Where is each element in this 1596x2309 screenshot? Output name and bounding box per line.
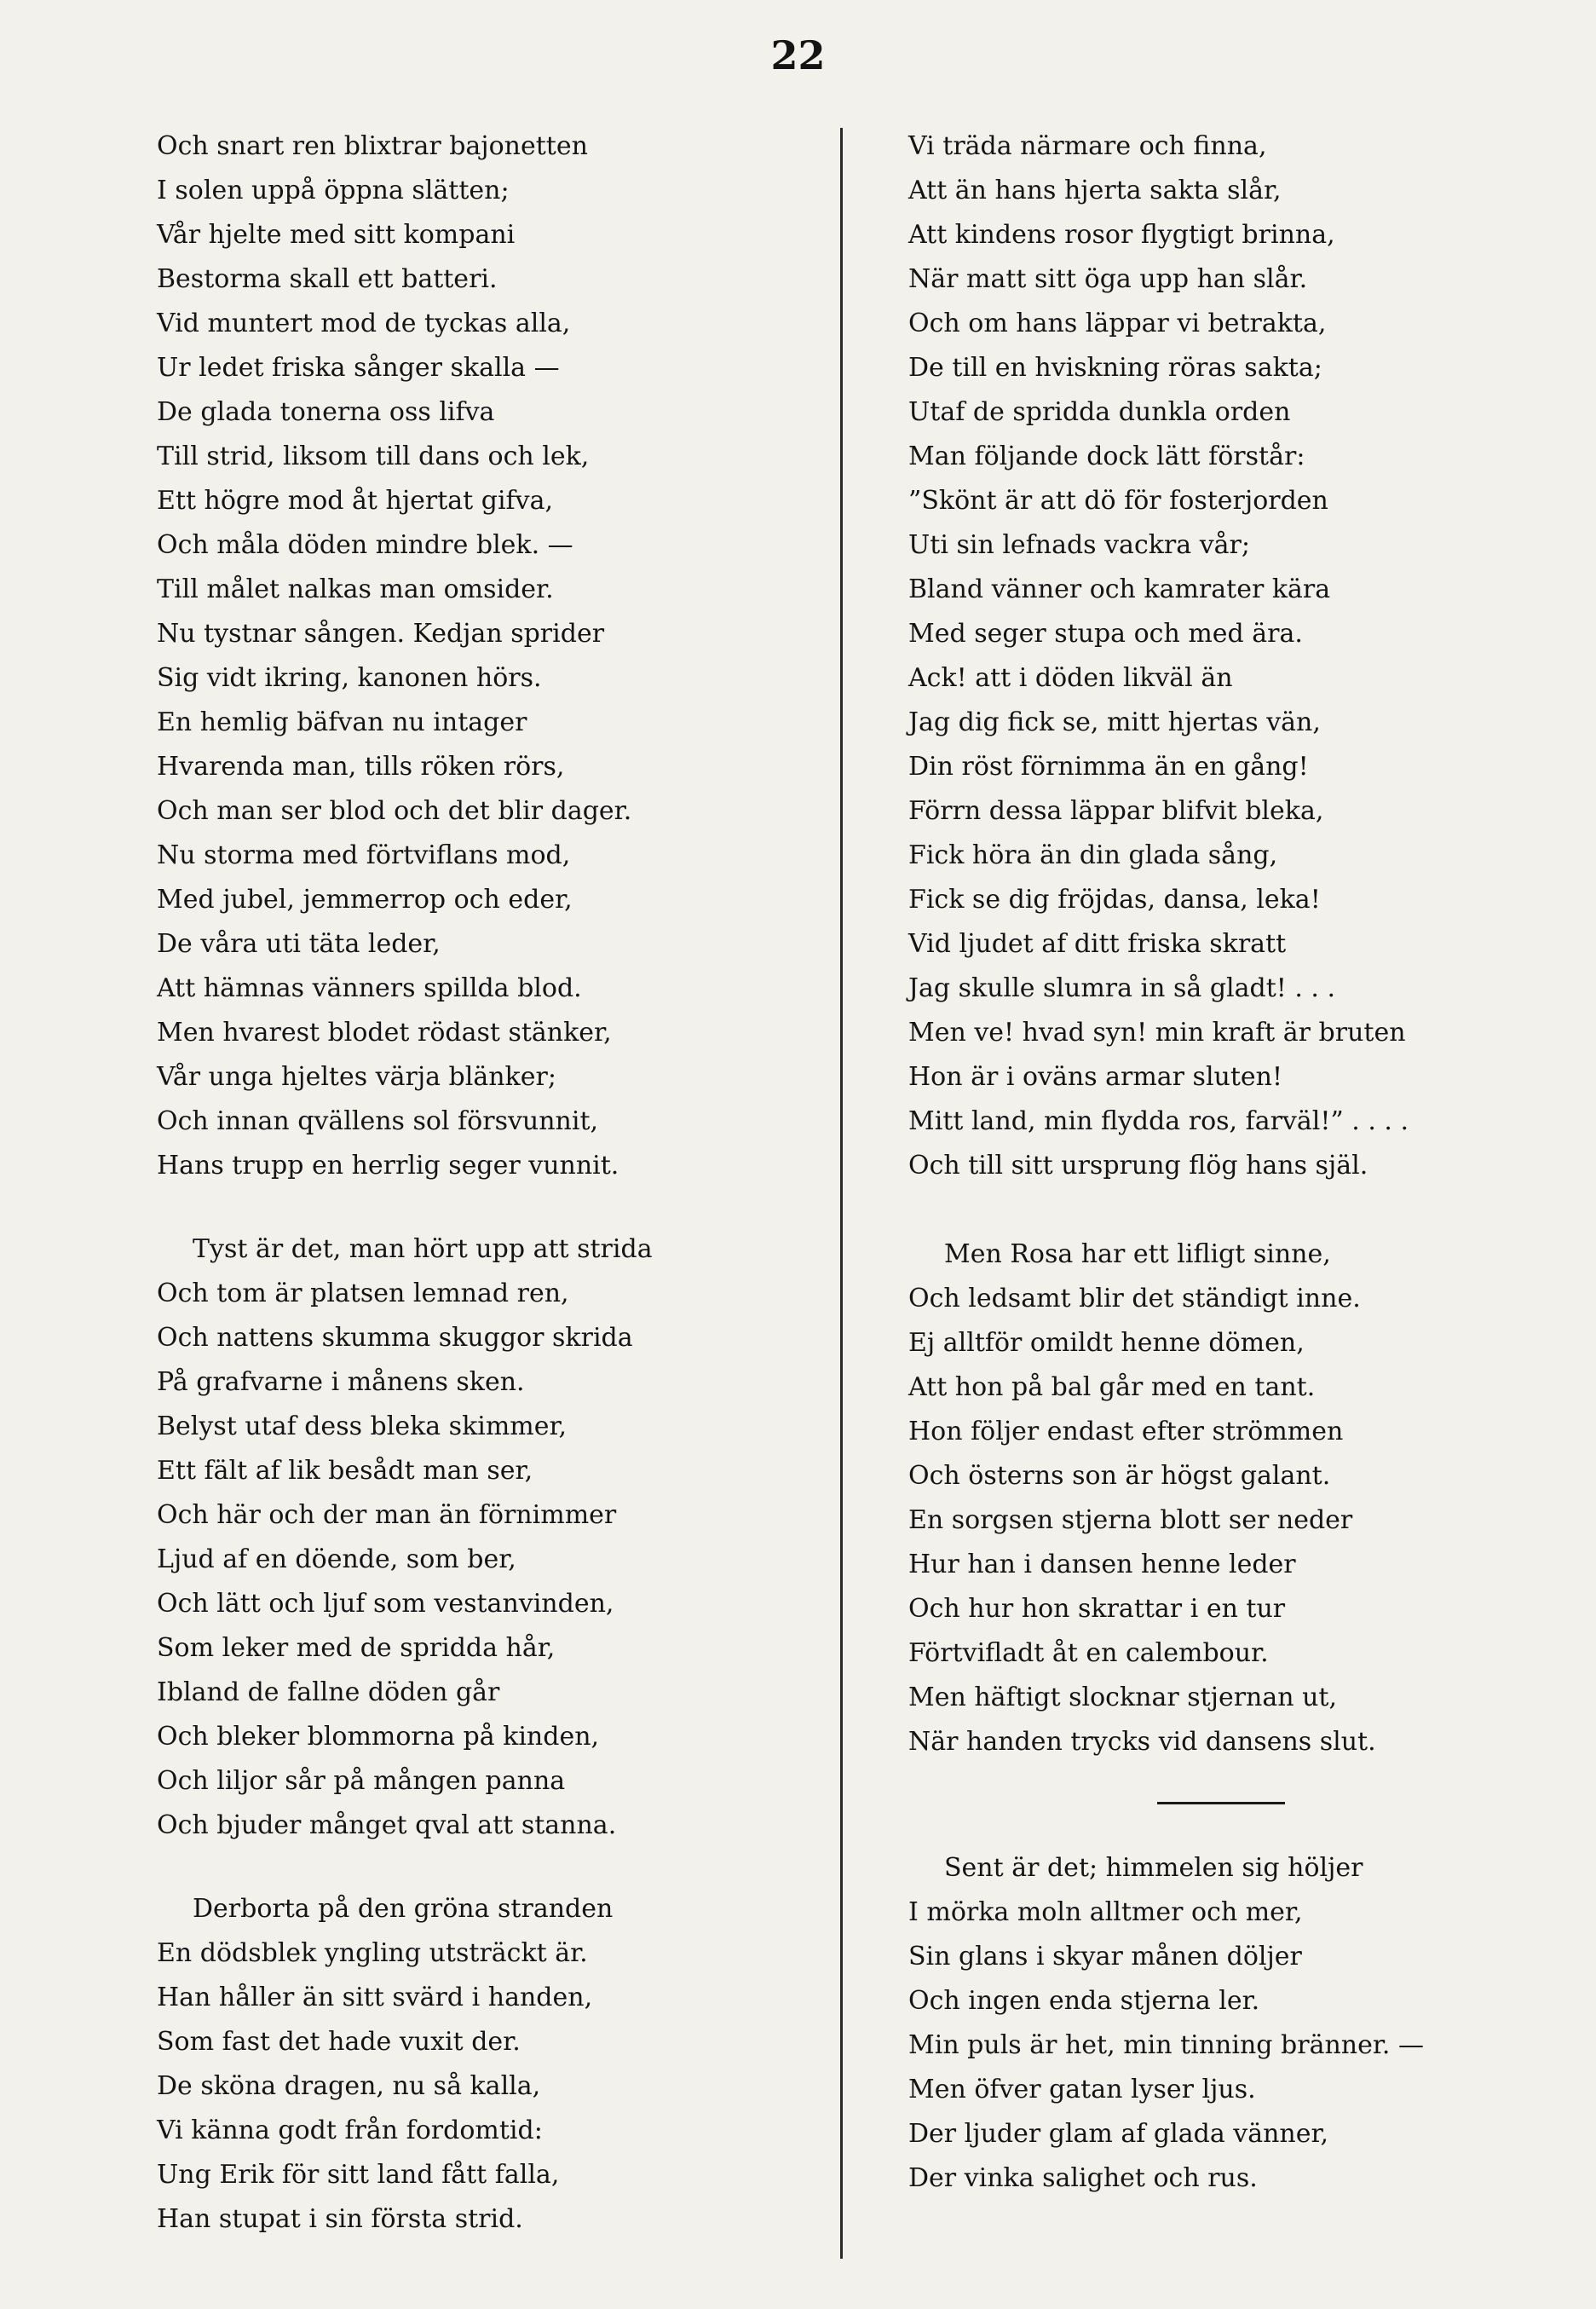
poem-line: Med seger stupa och med ära. bbox=[908, 619, 1303, 649]
poem-line: Sent är det; himmelen sig höljer bbox=[944, 1853, 1363, 1883]
poem-line: Och lätt och ljuf som vestanvinden, bbox=[157, 1589, 614, 1619]
page-number: 22 bbox=[770, 32, 826, 78]
poem-line: Vi känna godt från fordomtid: bbox=[157, 2116, 543, 2145]
column-divider bbox=[840, 128, 843, 2259]
poem-line: Att hämnas vänners spillda blod. bbox=[157, 973, 582, 1003]
poem-line: Och här och der man än förnimmer bbox=[157, 1500, 617, 1530]
poem-line: Men öfver gatan lyser ljus. bbox=[908, 2075, 1256, 2104]
poem-line: Och ingen enda stjerna ler. bbox=[908, 1986, 1260, 2016]
poem-line: Vi träda närmare och finna, bbox=[908, 131, 1267, 161]
poem-line: Att än hans hjerta sakta slår, bbox=[908, 176, 1282, 205]
poem-line: Uti sin lefnads vackra vår; bbox=[908, 530, 1250, 560]
poem-line: Och snart ren blixtrar bajonetten bbox=[157, 131, 588, 161]
stanza bbox=[157, 124, 653, 1188]
poem-line: De sköna dragen, nu så kalla, bbox=[157, 2071, 541, 2101]
poem-line: Bland vänner och kamrater kära bbox=[908, 574, 1331, 604]
poem-line: Hon är i oväns armar sluten! bbox=[908, 1062, 1283, 1092]
poem-line: Vid ljudet af ditt friska skratt bbox=[908, 929, 1287, 959]
poem-line: Men Rosa har ett lifligt sinne, bbox=[944, 1239, 1331, 1269]
poem-line: Förtvifladt åt en calembour. bbox=[908, 1638, 1269, 1668]
poem-line: Med jubel, jemmerrop och eder, bbox=[157, 885, 573, 915]
poem-line: Och bleker blommorna på kinden, bbox=[157, 1722, 600, 1752]
poem-line: En hemlig bäfvan nu intager bbox=[157, 707, 527, 737]
poem-line: Till målet nalkas man omsider. bbox=[157, 574, 554, 604]
stanza-gap bbox=[157, 1848, 653, 1887]
stanza bbox=[157, 1227, 653, 1848]
stanza bbox=[908, 124, 1424, 1188]
stanza bbox=[908, 1846, 1424, 2201]
poem-line: Mitt land, min flydda ros, farväl!” . . . . bbox=[908, 1106, 1409, 1136]
poem-line: Jag dig fick se, mitt hjertas vän, bbox=[908, 707, 1321, 737]
poem-line: De våra uti täta leder, bbox=[157, 929, 441, 959]
poem-line: När handen trycks vid dansens slut. bbox=[908, 1727, 1376, 1757]
poem-line: Der vinka salighet och rus. bbox=[908, 2163, 1258, 2193]
stanza bbox=[908, 1232, 1424, 1764]
poem-line: Och innan qvällens sol försvunnit, bbox=[157, 1106, 599, 1136]
left-column bbox=[157, 124, 653, 2242]
poem-line: Belyst utaf dess bleka skimmer, bbox=[157, 1411, 568, 1441]
poem-line: Vid muntert mod de tyckas alla, bbox=[157, 309, 571, 338]
poem-line: Vår unga hjeltes värja blänker; bbox=[157, 1062, 556, 1092]
poem-line: Och liljor sår på mången panna bbox=[157, 1766, 566, 1796]
poem-line: Din röst förnimma än en gång! bbox=[908, 752, 1309, 782]
poem-line: Ljud af en döende, som ber, bbox=[157, 1544, 516, 1574]
poem-line: Till strid, liksom till dans och lek, bbox=[157, 442, 590, 471]
poem-line: Och om hans läppar vi betrakta, bbox=[908, 309, 1327, 338]
stanza bbox=[157, 1887, 653, 2242]
poem-line: Ett högre mod åt hjertat gifva, bbox=[157, 486, 554, 516]
poem-line: Sin glans i skyar månen döljer bbox=[908, 1942, 1302, 1971]
poem-line: ”Skönt är att dö för fosterjorden bbox=[908, 486, 1328, 516]
poem-line: De till en hviskning röras sakta; bbox=[908, 353, 1322, 383]
poem-line: Fick höra än din glada sång, bbox=[908, 840, 1278, 870]
poem-line: Förrn dessa läppar blifvit bleka, bbox=[908, 796, 1324, 826]
poem-line: Ett fält af lik besådt man ser, bbox=[157, 1456, 533, 1486]
poem-line: En sorgsen stjerna blott ser neder bbox=[908, 1505, 1353, 1535]
poem-line: Men häftigt slocknar stjernan ut, bbox=[908, 1683, 1338, 1712]
poem-line: I mörka moln alltmer och mer, bbox=[908, 1897, 1303, 1927]
poem-line: Och tom är platsen lemnad ren, bbox=[157, 1279, 569, 1308]
poem-line: Som fast det hade vuxit der. bbox=[157, 2027, 521, 2057]
poem-line: Han håller än sitt svärd i handen, bbox=[157, 1983, 593, 2012]
poem-line: Hvarenda man, tills röken rörs, bbox=[157, 752, 565, 782]
poem-line: Men ve! hvad syn! min kraft är bruten bbox=[908, 1018, 1406, 1048]
poem-line: Ej alltför omildt henne dömen, bbox=[908, 1328, 1305, 1358]
poem-line: En dödsblek yngling utsträckt är. bbox=[157, 1938, 588, 1968]
poem-line: Och hur hon skrattar i en tur bbox=[908, 1594, 1286, 1624]
poem-line: Att hon på bal går med en tant. bbox=[908, 1372, 1316, 1402]
poem-line: Han stupat i sin första strid. bbox=[157, 2204, 523, 2234]
poem-line: Sig vidt ikring, kanonen hörs. bbox=[157, 663, 542, 693]
poem-line: Och österns son är högst galant. bbox=[908, 1461, 1331, 1491]
poem-line: Och måla döden mindre blek. — bbox=[157, 530, 573, 560]
poem-line: Ibland de fallne döden går bbox=[157, 1677, 500, 1707]
poem-line: De glada tonerna oss lifva bbox=[157, 397, 495, 427]
poem-line: Nu tystnar sången. Kedjan sprider bbox=[157, 619, 605, 649]
poem-line: Hans trupp en herrlig seger vunnit. bbox=[157, 1151, 619, 1180]
poem-line: Och nattens skumma skuggor skrida bbox=[157, 1323, 633, 1353]
poem-line: Fick se dig fröjdas, dansa, leka! bbox=[908, 885, 1321, 915]
poem-line: Och bjuder månget qval att stanna. bbox=[157, 1810, 617, 1840]
poem-line: Ack! att i döden likväl än bbox=[908, 663, 1233, 693]
poem-line: Men hvarest blodet rödast stänker, bbox=[157, 1018, 612, 1048]
poem-line: Vår hjelte med sitt kompani bbox=[157, 220, 516, 250]
poem-line: Man följande dock lätt förstår: bbox=[908, 442, 1305, 471]
stanza-gap bbox=[157, 1188, 653, 1227]
poem-line: Att kindens rosor flygtigt brinna, bbox=[908, 220, 1335, 250]
right-column bbox=[908, 124, 1424, 2201]
poem-line: Bestorma skall ett batteri. bbox=[157, 264, 498, 294]
poem-line: Och ledsamt blir det ständigt inne. bbox=[908, 1284, 1361, 1313]
poem-line: När matt sitt öga upp han slår. bbox=[908, 264, 1308, 294]
poem-line: Ung Erik för sitt land fått falla, bbox=[157, 2160, 560, 2190]
poem-line: Hon följer endast efter strömmen bbox=[908, 1417, 1344, 1446]
poem-line: Nu storma med förtviflans mod, bbox=[157, 840, 571, 870]
poem-line: Tyst är det, man hört upp att strida bbox=[193, 1234, 653, 1264]
poem-line: Hur han i dansen henne leder bbox=[908, 1550, 1296, 1579]
poem-line: Utaf de spridda dunkla orden bbox=[908, 397, 1291, 427]
poem-line: Jag skulle slumra in så gladt! . . . bbox=[908, 973, 1336, 1003]
stanza-gap bbox=[908, 1188, 1424, 1232]
section-rule bbox=[1157, 1802, 1285, 1804]
poem-line: Ur ledet friska sånger skalla — bbox=[157, 353, 560, 383]
poem-line: Och man ser blod och det blir dager. bbox=[157, 796, 632, 826]
poem-line: Der ljuder glam af glada vänner, bbox=[908, 2119, 1329, 2149]
poem-line: Min puls är het, min tinning bränner. — bbox=[908, 2030, 1424, 2060]
poem-line: I solen uppå öppna slätten; bbox=[157, 176, 510, 205]
poem-line: Som leker med de spridda hår, bbox=[157, 1633, 556, 1663]
poem-line: Derborta på den gröna stranden bbox=[193, 1894, 614, 1924]
poem-line: På grafvarne i månens sken. bbox=[157, 1367, 525, 1397]
section-break bbox=[908, 1764, 1424, 1846]
poem-line: Och till sitt ursprung flög hans själ. bbox=[908, 1151, 1368, 1180]
